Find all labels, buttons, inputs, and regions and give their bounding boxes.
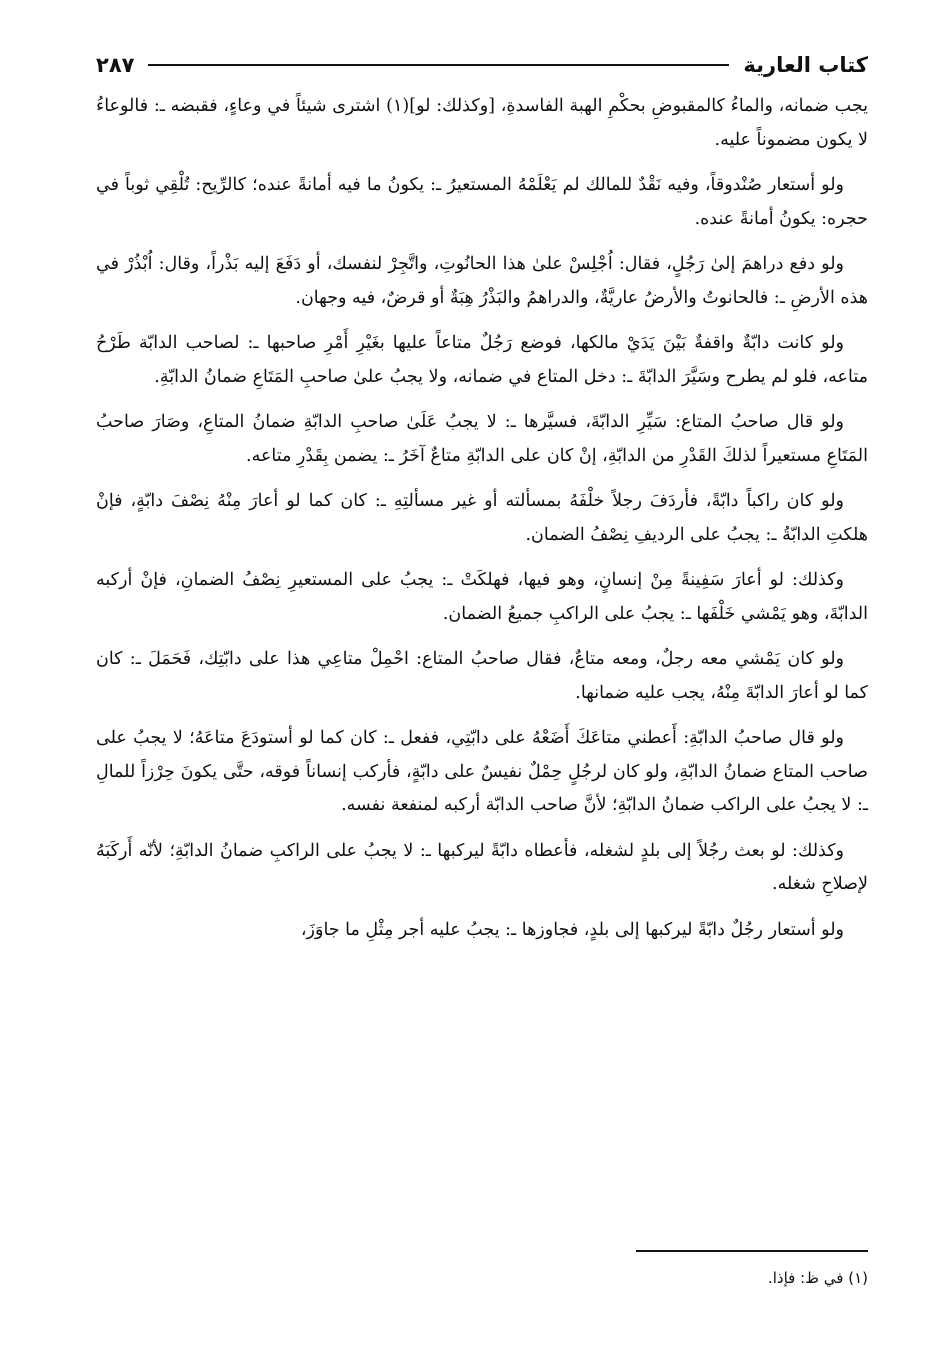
footnote-rule bbox=[636, 1250, 868, 1252]
running-head bbox=[96, 44, 868, 86]
paragraph: ولو قال صاحبُ الدابّةِ: أَعطني متاعَكَ أَضَعْهُ على دابّتِي، ففعل ـ: كان كما لو أستودَعَ متاعَهُ؛ لا يجبُ على صاحب المتاع ضمانُ الدابّةِ، ولو كان لرجُلٍ حِمْلٌ نفيسٌ على دابّةٍ، فأركب إنساناً فوقه، حتَّى يكونَ حِرْزاً للمالِ ـ: لا يجبُ على الراكب ضمانُ الدابّةِ؛ لأنَّ صاحب الدابّة أركبه لمنفعة نفسه. bbox=[96, 728, 868, 815]
paragraph: ولو كان يَمْشي معه رجلٌ، ومعه متاعٌ، فقال صاحبُ المتاع: احْمِلْ متاعِي هذا على دابّتِك، فَحَمَلَ ـ: كان كما لو أعارَ الدابّةَ مِنْهُ، يجب عليه ضمانها. bbox=[96, 649, 868, 703]
book-page bbox=[96, 44, 868, 1334]
paragraph: ولو كانت دابّةٌ واقفةٌ بَيْنَ يَدَيْ مالكها، فوضع رَجُلٌ متاعاً عليها بغَيْرِ أَمْرِ صاحبها ـ: لصاحب الدابّة طَرْحُ متاعه، فلو لم يطرح وسَيَّرَ الدابّةَ ـ: دخل المتاع في ضمانه، ولا يجبُ علىٰ صاحبِ المَتَاعِ ضمانُ الدابّةِ. bbox=[96, 333, 868, 387]
footnote: (١) في ظ: فإذا. bbox=[767, 1269, 868, 1287]
paragraph: ولو أستعار صُنْدوقاً، وفيه نَقْدٌ للمالك لم يَعْلَمْهُ المستعيرُ ـ: يكونُ ما فيه أمانةً عنده؛ كالرِّيح: تُلْقِي ثوباً في حجره: يكونُ أمانةً عنده. bbox=[96, 175, 868, 229]
paragraph: وكذلك: لو بعث رجُلاً إلى بلدٍ لشغله، فأعطاه دابّةً ليركبها ـ: لا يجبُ على الراكبِ ضمانُ الدابّةِ؛ لأنّه أَركَبَهُ لإصلاحِ شغله. bbox=[96, 840, 868, 894]
paragraph: وكذلك: لو أعارَ سَفِينةً مِنْ إنسانٍ، وهو فيها، فهلكَتْ ـ: يجبُ على المستعيرِ نِصْفُ الضمانِ، فإنْ أركبه الدابّةَ، وهو يَمْشي خَلْفَها ـ: يجبُ على الراكبِ جميعُ الضمان. bbox=[96, 570, 868, 624]
paragraph: يجب ضمانه، والماءُ كالمقبوضِ بحكْمِ الهبة الفاسدةِ، [وكذلك: لو](١) اشترى شيئاً في وعاءٍ، فقبضه ـ: فالوعاءُ لا يكون مضموناً عليه. bbox=[96, 96, 868, 150]
body-text bbox=[96, 90, 868, 947]
paragraph: ولو كان راكباً دابّةً، فأردَفَ رجلاً خلْفَهُ بمسألته أو غير مسألتِهِ ـ: كان كما لو أعارَ مِنْهُ نِصْفَ دابّةٍ، فإنْ هلكتِ الدابّةُ ـ: يجبُ على الرديفِ نِصْفُ الضمان. bbox=[96, 491, 868, 545]
page-number: ٢٨٧ bbox=[96, 53, 135, 77]
paragraph: ولو قال صاحبُ المتاع: سَيِّرِ الدابّةَ، فسيَّرها ـ: لا يجبُ عَلَىٰ صاحبِ الدابّةِ ضمانُ المتاعِ، وصَارَ صاحبُ المَتَاعِ مستعيراً لذلكَ القَدْرِ من الدابّةِ، إنْ كان على الدابّةِ متاعٌ آخَرُ ـ: يضمن بِقَدْرِ متاعه. bbox=[96, 412, 868, 466]
header-rule bbox=[148, 64, 729, 66]
book-title: كتاب العارية bbox=[743, 53, 868, 77]
paragraph: ولو أستعار رجُلٌ دابّةً ليركبها إلى بلدٍ، فجاوزها ـ: يجبُ عليه أجر مِثْلِ ما جاوَزَ، bbox=[300, 919, 844, 940]
paragraph: ولو دفع دراهمَ إلىٰ رَجُلٍ، فقال: اُجْلِسْ علىٰ هذا الحانُوتِ، واتَّجِرْ لنفسك، أو دَفَعَ إليه بَذْراً، وقال: اُبْذُرْ في هذه الأرضِ ـ: فالحانوتُ والأرضُ عاريَّةٌ، والدراهمُ والبَذْرُ هِبَةٌ أو قرضٌ، فيه وجهان. bbox=[96, 254, 868, 308]
